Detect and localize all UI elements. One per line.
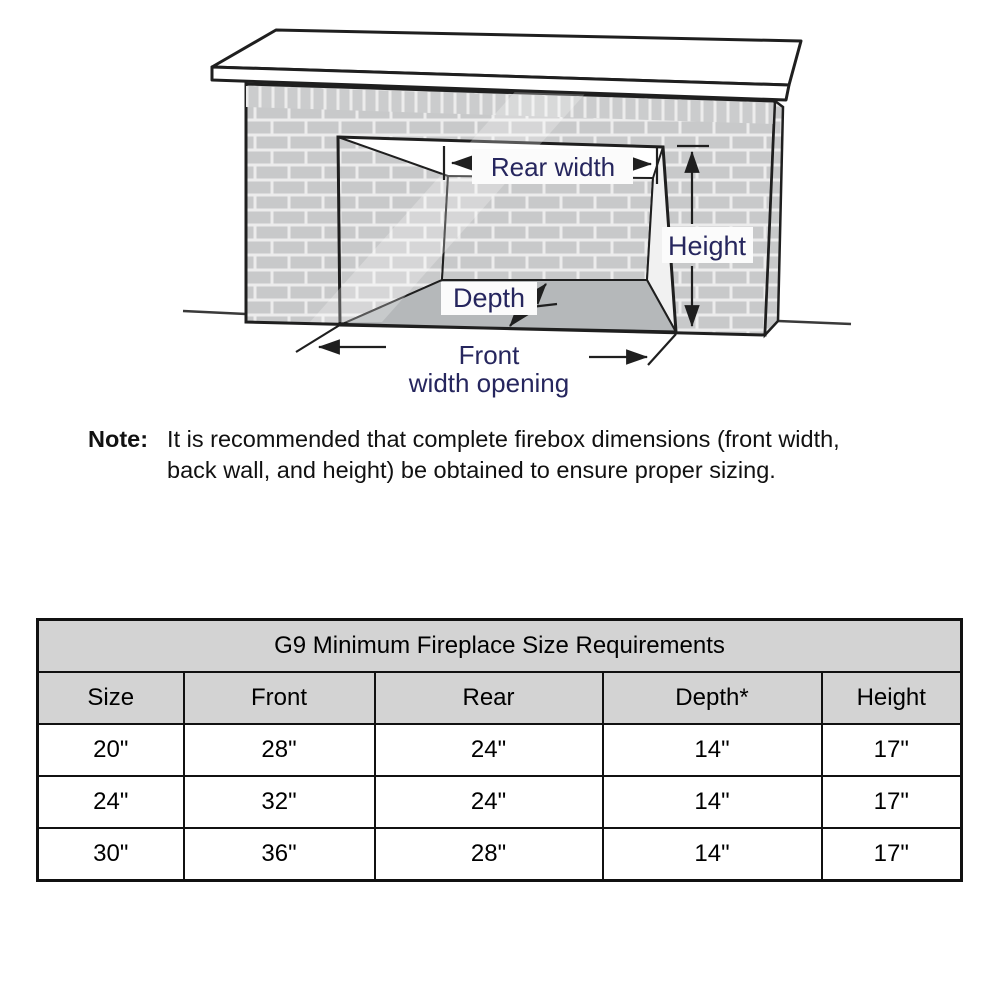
ground-line-left xyxy=(183,311,246,314)
table-row xyxy=(38,776,962,828)
table-cell: 20" xyxy=(38,724,184,776)
front-width-dimension xyxy=(296,323,676,398)
rear-width-label: Rear width xyxy=(490,152,616,182)
table-cell: 17" xyxy=(822,776,962,828)
front-width-label-line2: width opening xyxy=(408,368,570,398)
column-header-height: Height xyxy=(822,672,962,724)
column-header-rear: Rear xyxy=(375,672,603,724)
table-cell: 17" xyxy=(822,724,962,776)
table-title-row xyxy=(38,620,962,673)
table-cell: 17" xyxy=(822,828,962,881)
note-line-2: back wall, and height) be obtained to ensure proper sizing. xyxy=(167,457,776,483)
table-header-row xyxy=(38,672,962,724)
table-cell: 32" xyxy=(184,776,375,828)
column-header-front: Front xyxy=(184,672,375,724)
note xyxy=(88,424,928,486)
note-label: Note: xyxy=(88,426,149,452)
rear-width-dimension xyxy=(444,146,657,184)
ground-line-right xyxy=(778,321,851,324)
table-cell: 14" xyxy=(603,776,822,828)
column-header-size: Size xyxy=(38,672,184,724)
table-cell: 24" xyxy=(375,776,603,828)
fireplace-diagram xyxy=(0,0,1000,420)
note-text xyxy=(167,424,840,486)
table-cell: 14" xyxy=(603,724,822,776)
depth-label: Depth xyxy=(452,283,526,313)
table-row xyxy=(38,828,962,881)
table-row xyxy=(38,724,962,776)
table-cell: 24" xyxy=(375,724,603,776)
table-cell: 30" xyxy=(38,828,184,881)
front-width-label-line1: Front xyxy=(458,340,520,370)
table-cell: 36" xyxy=(184,828,375,881)
column-header-depth: Depth* xyxy=(603,672,822,724)
table-cell: 24" xyxy=(38,776,184,828)
front-width-tick-right xyxy=(648,334,676,365)
table-cell: 28" xyxy=(184,724,375,776)
note-line-1: It is recommended that complete firebox dimensions (front width, xyxy=(167,426,840,452)
fireplace-size-table xyxy=(36,618,963,882)
table-cell: 14" xyxy=(603,828,822,881)
height-label: Height xyxy=(667,231,747,261)
table-cell: 28" xyxy=(375,828,603,881)
table-title: G9 Minimum Fireplace Size Requirements xyxy=(38,620,962,673)
